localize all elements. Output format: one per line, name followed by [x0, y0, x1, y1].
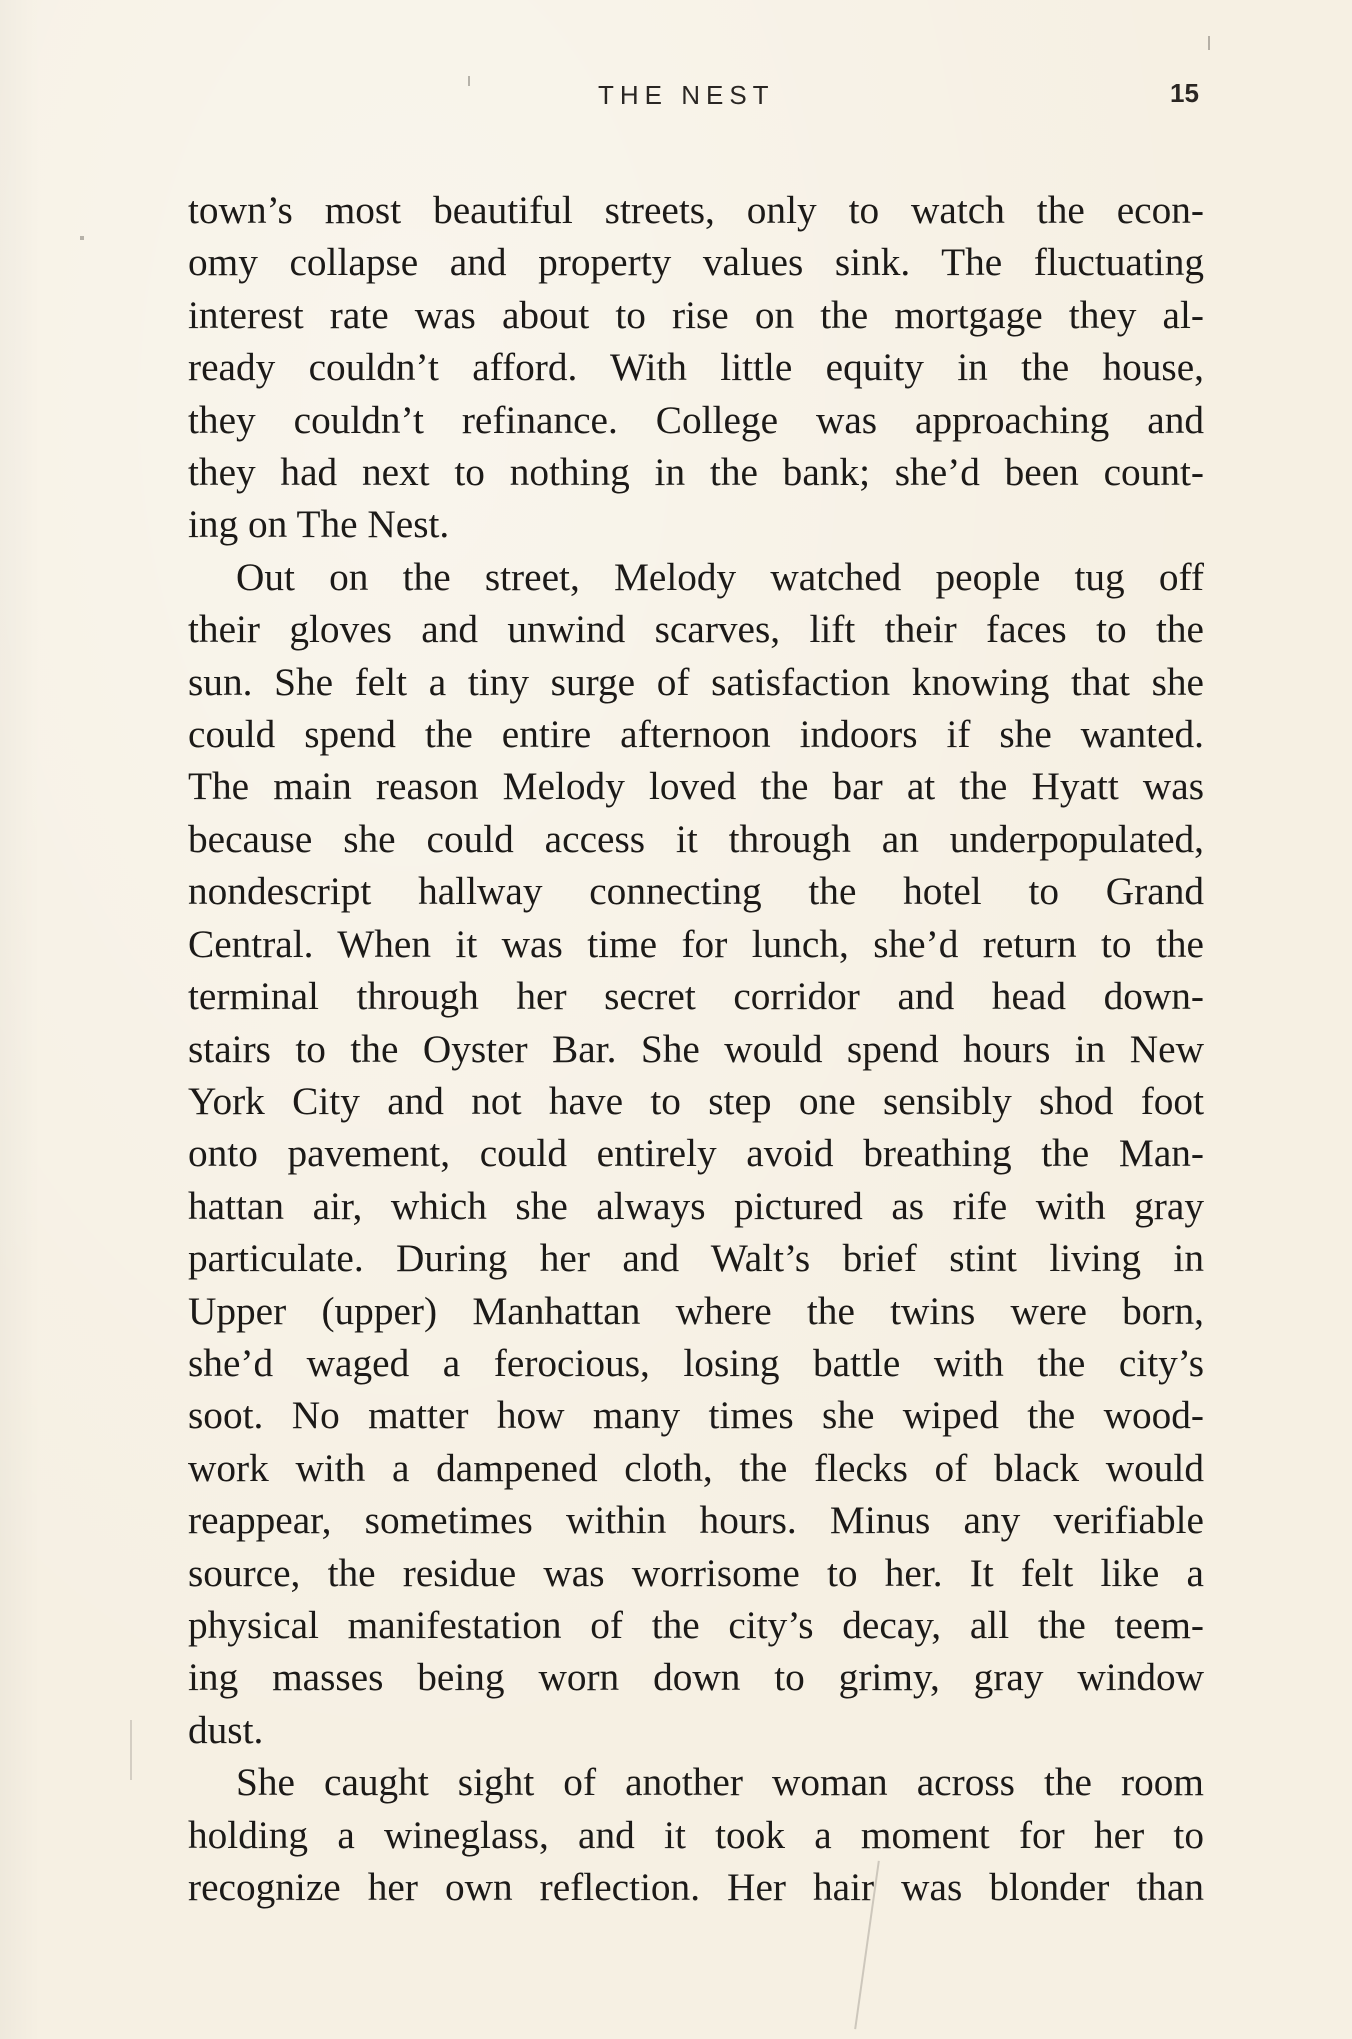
text-line: physical manifestation of the city’s decay, all the teem-	[188, 1602, 1204, 1647]
text-line: holding a wineglass, and it took a moment for her to	[188, 1812, 1204, 1857]
scan-speck	[1208, 36, 1210, 50]
text-line: terminal through her secret corridor and head down-	[188, 974, 1204, 1019]
text-line: Upper (upper) Manhattan where the twins were born,	[188, 1288, 1204, 1333]
text-line: York City and not have to step one sensibly shod foot	[188, 1078, 1204, 1123]
text-line: she’d waged a ferocious, losing battle with the city’s	[188, 1340, 1204, 1385]
scan-speck	[80, 236, 84, 240]
text-line: sun. She felt a tiny surge of satisfaction knowing that she	[188, 659, 1204, 704]
text-line: ready couldn’t afford. With little equity in the house,	[188, 345, 1204, 390]
paragraph-2	[188, 551, 1204, 1756]
text-line: soot. No matter how many times she wiped the wood-	[188, 1393, 1204, 1438]
scan-speck	[468, 76, 470, 86]
text-line: because she could access it through an underpopulated,	[188, 816, 1204, 861]
text-line: particulate. During her and Walt’s brief stint living in	[188, 1236, 1204, 1281]
text-line: town’s most beautiful streets, only to watch the econ-	[188, 188, 1204, 232]
text-line: omy collapse and property values sink. The fluctuating	[188, 240, 1204, 285]
page-number: 15	[1170, 78, 1199, 108]
paragraph-1	[188, 184, 1204, 551]
text-line: source, the residue was worrisome to her. It felt like a	[188, 1550, 1204, 1595]
text-line: The main reason Melody loved the bar at the Hyatt was	[188, 764, 1204, 809]
text-line: ing on The Nest.	[188, 502, 450, 547]
text-line: reappear, sometimes within hours. Minus any verifiable	[188, 1498, 1204, 1543]
running-head: THE NEST	[598, 80, 775, 110]
text-line: dust.	[188, 1707, 264, 1752]
text-line: they couldn’t refinance. College was approaching and	[188, 397, 1204, 442]
text-line: Out on the street, Melody watched people tug off	[236, 554, 1204, 599]
body-text	[188, 184, 1204, 1913]
paragraph-3	[188, 1756, 1204, 1913]
text-line: onto pavement, could entirely avoid breathing the Man-	[188, 1131, 1204, 1176]
text-line: they had next to nothing in the bank; she’d been count-	[188, 450, 1204, 495]
text-line: work with a dampened cloth, the flecks of black would	[188, 1445, 1204, 1490]
text-line: could spend the entire afternoon indoors if she wanted.	[188, 712, 1204, 757]
text-line: Central. When it was time for lunch, she’d return to the	[188, 921, 1204, 966]
text-line: She caught sight of another woman across the room	[236, 1760, 1204, 1805]
text-line: stairs to the Oyster Bar. She would spend hours in New	[188, 1026, 1204, 1071]
text-line: hattan air, which she always pictured as rife with gray	[188, 1183, 1204, 1228]
scan-speck	[130, 1720, 132, 1780]
text-line: recognize her own reflection. Her hair was blonder than	[188, 1865, 1204, 1909]
text-line: interest rate was about to rise on the mortgage they al-	[188, 292, 1204, 337]
text-line: their gloves and unwind scarves, lift their faces to the	[188, 607, 1204, 652]
text-line: ing masses being worn down to grimy, gray window	[188, 1655, 1204, 1700]
text-line: nondescript hallway connecting the hotel to Grand	[188, 869, 1204, 914]
